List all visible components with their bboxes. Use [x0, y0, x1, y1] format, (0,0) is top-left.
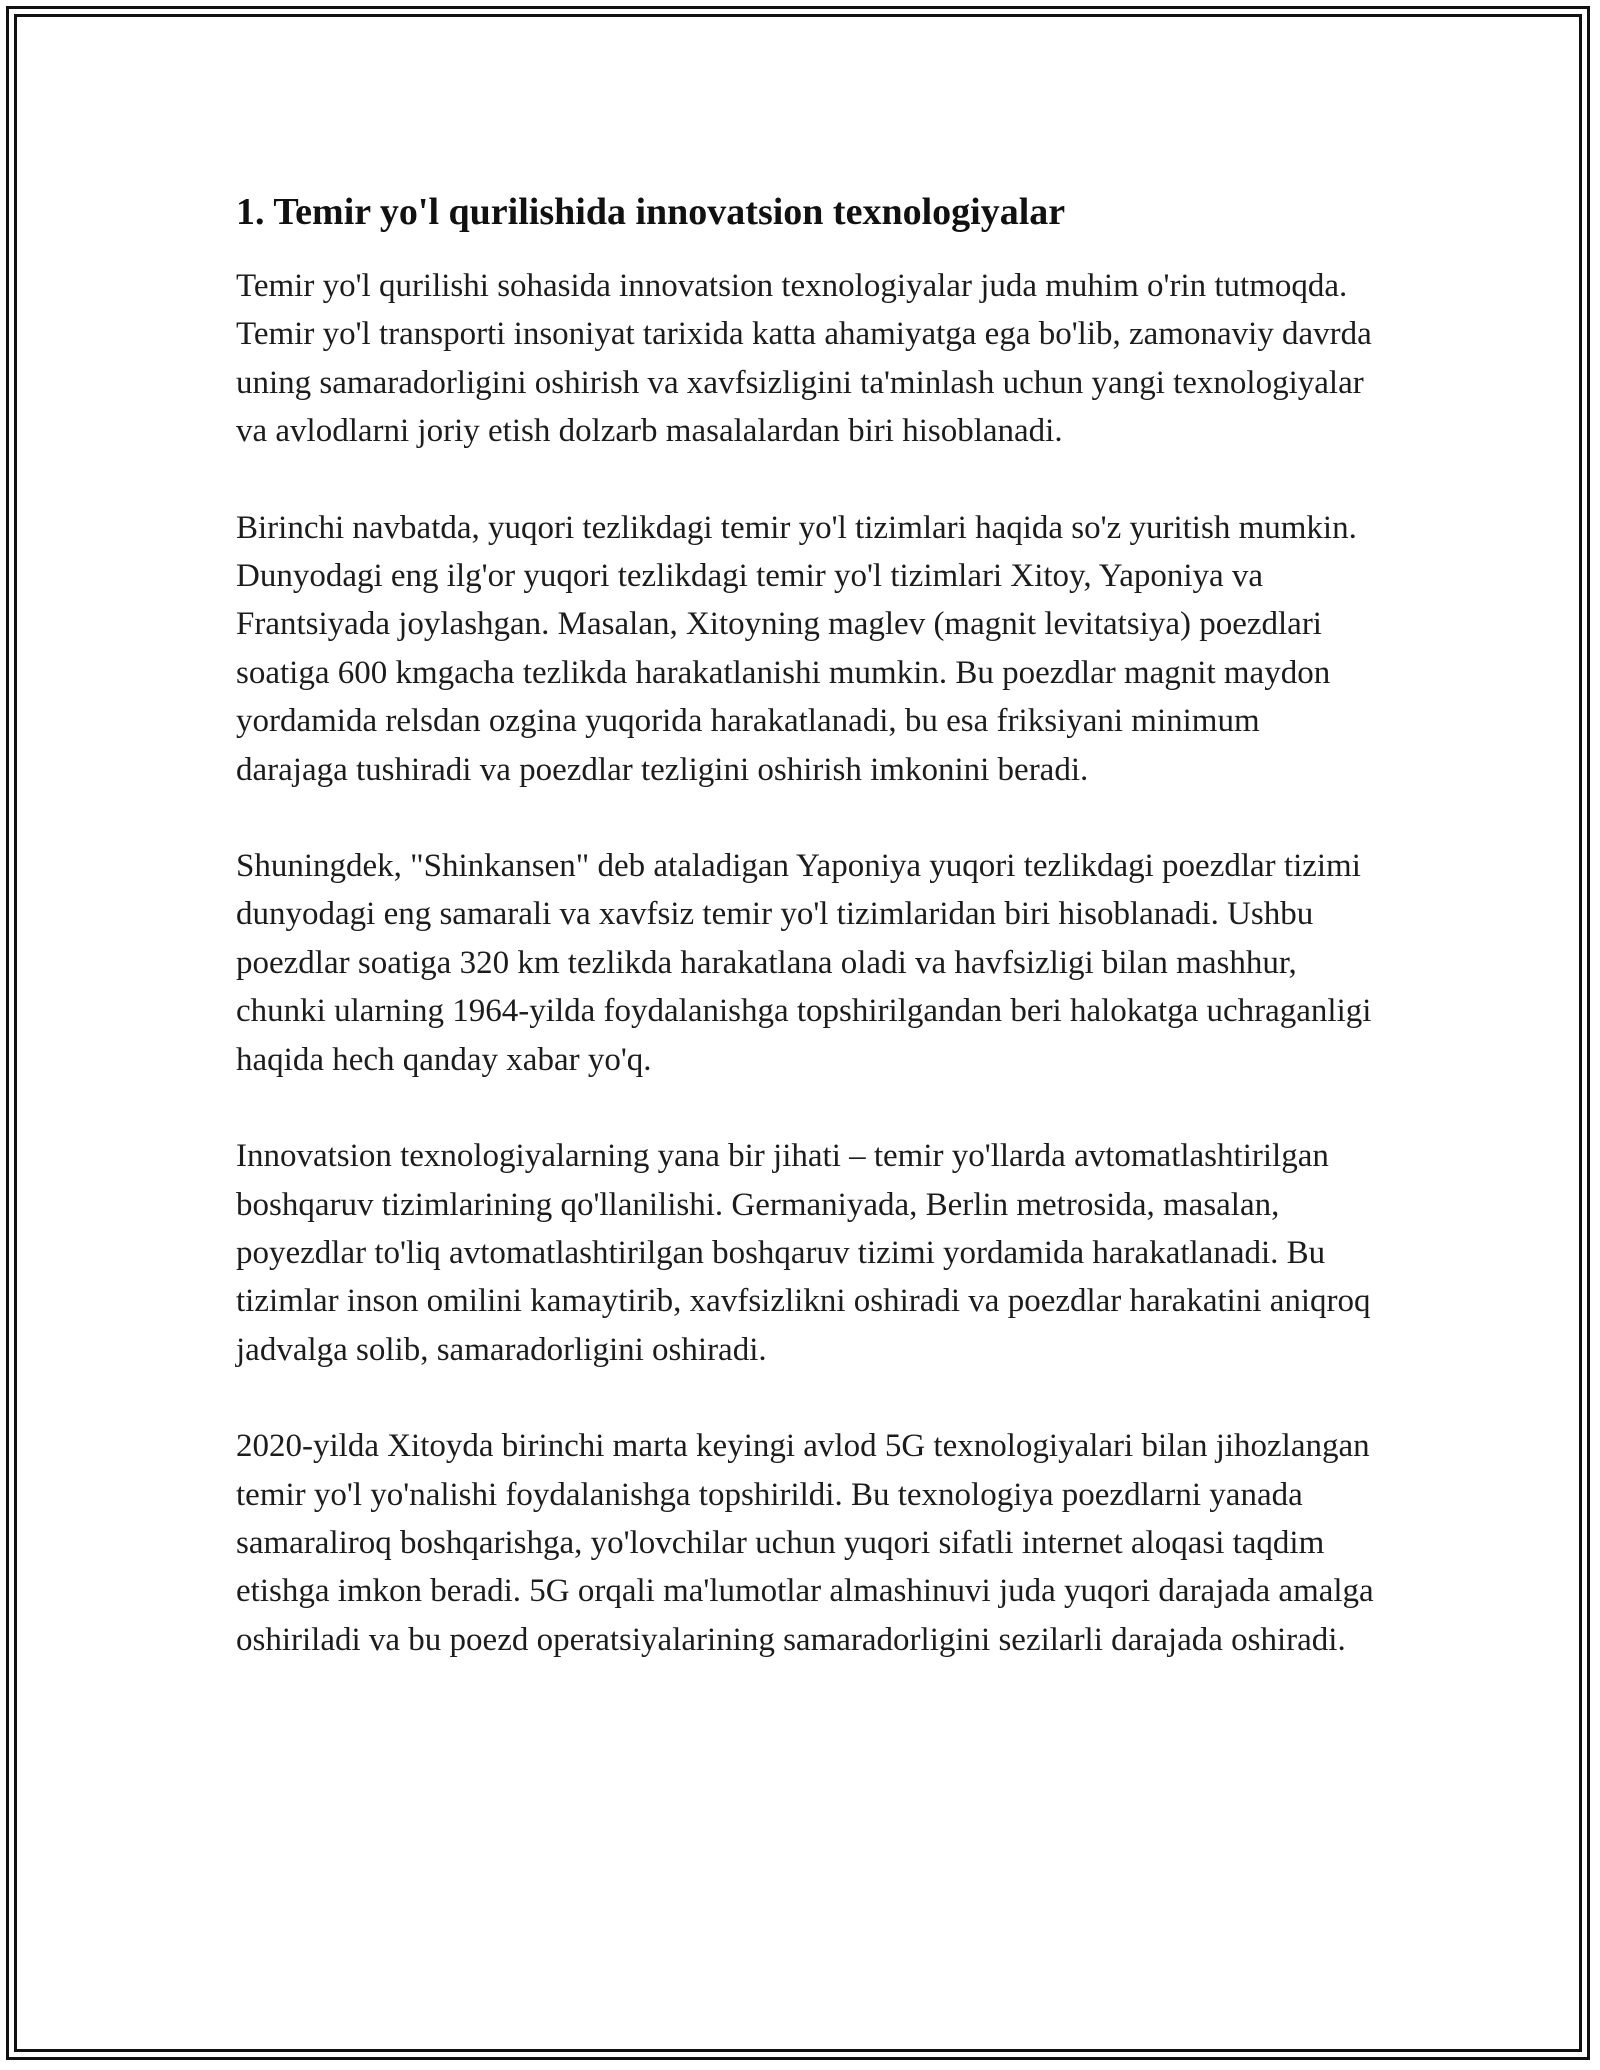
paragraph-5: 2020-yilda Xitoyda birinchi marta keyingi avlod 5G texnologiyalari bilan jihozlangan temir yo'l yo'nalishi foydalanishga topshirildi. Bu texnologiya poezdlarni yanada samaraliroq boshqarishga, yo'lovchilar uchun yuqori sifatli internet aloqasi taqdim etishga imkon beradi. 5G orqali ma'lumotlar almashinuvi juda yuqori darajada amalga oshiriladi va bu poezd operatsiyalarining samaradorligini sezilarli darajada oshiradi. [236, 1428, 1374, 1658]
paragraph-1: Temir yo'l qurilishi sohasida innovatsion texnologiyalar juda muhim o'rin tutmoqda. Temir yo'l transporti insoniyat tarixida katta ahamiyatga ega bo'lib, zamonaviy davrda uning samaradorligini oshirish va xavfsizligini ta'minlash uchun yangi texnologiyalar va avlodlarni joriy etish dolzarb masalalardan biri hisoblanadi. [236, 268, 1372, 450]
section-heading: 1. Temir yo'l qurilishida innovatsion texnologiyalar [236, 191, 1066, 233]
document-body [236, 188, 1376, 1712]
paragraph-4: Innovatsion texnologiyalarning yana bir jihati – temir yo'llarda avtomatlashtirilgan boshqaruv tizimlarining qo'llanilishi. Germaniyada, Berlin metrosida, masalan, poyezdlar to'liq avtomatlashtirilgan boshqaruv tizimi yordamida harakatlanadi. Bu tizimlar inson omilini kamaytirib, xavfsizlikni oshiradi va poezdlar harakatini aniqroq jadvalga solib, samaradorligini oshiradi. [236, 1138, 1371, 1368]
paragraph-3: Shuningdek, "Shinkansen" deb ataladigan Yaponiya yuqori tezlikdagi poezdlar tizimi dunyodagi eng samarali va xavfsiz temir yo'l tizimlaridan biri hisoblanadi. Ushbu poezdlar soatiga 320 km tezlikda harakatlana oladi va havfsizligi bilan mashhur, chunki ularning 1964-yilda foydalanishga topshirilgandan beri halokatga uchraganligi haqida hech qanday xabar yo'q. [236, 848, 1372, 1078]
paragraph-2: Birinchi navbatda, yuqori tezlikdagi temir yo'l tizimlari haqida so'z yuritish mumkin. Dunyodagi eng ilg'or yuqori tezlikdagi temir yo'l tizimlari Xitoy, Yaponiya va Frantsiyada joylashgan. Masalan, Xitoyning maglev (magnit levitatsiya) poezdlari soatiga 600 kmgacha tezlikda harakatlanishi mumkin. Bu poezdlar magnit maydon yordamida relsdan ozgina yuqorida harakatlanadi, bu esa friksiyani minimum darajaga tushiradi va poezdlar tezligini oshirish imkonini beradi. [236, 509, 1357, 788]
